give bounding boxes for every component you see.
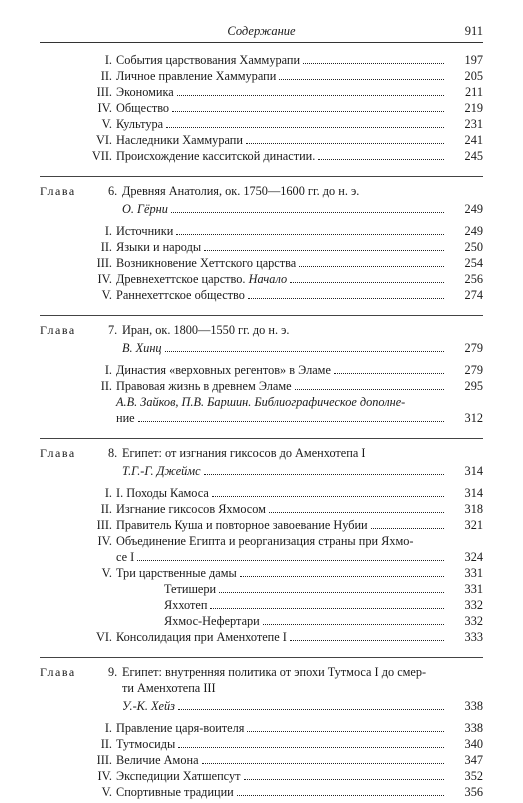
toc-entry[interactable]: IV. Объединение Египта и реорганизация страны при Яхмо- се I 324 xyxy=(97,534,483,564)
chapter-author-entry[interactable] xyxy=(122,461,483,479)
toc-entry[interactable]: I. Правление царя-воителя 338 xyxy=(104,721,483,735)
chapter-author-entry[interactable] xyxy=(122,199,483,217)
chapter-number: 8. xyxy=(108,446,118,460)
chapter-page: 249 xyxy=(464,202,483,216)
chapter-heading xyxy=(40,322,483,356)
toc-subentry[interactable]: Яххотеп 332 xyxy=(164,598,483,612)
toc-entry[interactable]: II. Изгнание гиксосов Яхмосом 318 xyxy=(100,502,483,516)
toc-subentry[interactable]: Тетишери 331 xyxy=(164,582,483,596)
table-of-contents xyxy=(40,52,483,800)
chapter-title: Египет: от изгнания гиксосов до Аменхотепа I xyxy=(122,446,366,460)
chapter-6 xyxy=(40,176,483,303)
toc-entry[interactable]: I. События царствования Хаммурапи 197 xyxy=(104,53,483,67)
chapter-5-items xyxy=(40,52,483,164)
chapter-author: В. Хинц xyxy=(122,341,162,355)
toc-entry[interactable]: V. Культура 231 xyxy=(101,117,483,131)
toc-entry[interactable]: VI. Наследники Хаммурапи 241 xyxy=(95,133,483,147)
chapter-label: Глава xyxy=(40,446,76,460)
bibliography-entry[interactable]: А.В. Зайков, П.В. Баршин. Библиографическое дополне- ние 312 xyxy=(116,395,483,425)
chapter-title: Египет: внутренняя политика от эпохи Тутмоса I до смер- xyxy=(122,665,427,679)
toc-entry[interactable]: II. Личное правление Хаммурапи 205 xyxy=(100,69,483,83)
toc-entry[interactable]: III. Величие Амона 347 xyxy=(96,753,483,767)
toc-entry[interactable]: V. Три царственные дамы 331 xyxy=(101,566,483,580)
chapter-author: О. Гёрни xyxy=(122,202,168,216)
chapter-author: У.-К. Хейз xyxy=(122,699,175,713)
chapter-heading xyxy=(40,664,483,714)
chapter-7 xyxy=(40,315,483,426)
header-title: Содержание xyxy=(227,24,296,38)
toc-entry[interactable]: III. Экономика 211 xyxy=(96,85,483,99)
toc-entry[interactable]: II. Правовая жизнь в древнем Эламе 295 xyxy=(100,379,483,393)
chapter-label: Глава xyxy=(40,323,76,337)
toc-entry[interactable]: I. Династия «верховных регентов» в Эламе 279 xyxy=(104,363,483,377)
toc-entry[interactable]: VI. Консолидация при Аменхотепе I 333 xyxy=(95,630,483,644)
chapter-page: 279 xyxy=(464,341,483,355)
running-header xyxy=(40,20,483,43)
toc-entry[interactable]: I. I. Походы Камоса 314 xyxy=(104,486,483,500)
chapter-title-continued: ти Аменхотепа III xyxy=(122,681,216,695)
chapter-title: Древняя Анатолия, ок. 1750—1600 гг. до н. э. xyxy=(122,184,360,198)
chapter-heading xyxy=(40,183,483,217)
toc-entry[interactable]: IV. Общество 219 xyxy=(97,101,483,115)
toc-entry[interactable]: II. Языки и народы 250 xyxy=(100,240,483,254)
chapter-number: 6. xyxy=(108,184,118,198)
toc-entry[interactable]: VII. Происхождение касситской династии. 245 xyxy=(91,149,483,163)
toc-entry[interactable]: II. Тутмосиды 340 xyxy=(100,737,483,751)
chapter-heading xyxy=(40,445,483,479)
chapter-label: Глава xyxy=(40,184,76,198)
chapter-number: 7. xyxy=(108,323,118,337)
chapter-author: Т.Г.-Г. Джеймс xyxy=(122,464,201,478)
toc-entry[interactable]: I. Источники 249 xyxy=(104,224,483,238)
chapter-label: Глава xyxy=(40,665,76,679)
chapter-page: 338 xyxy=(464,699,483,713)
chapter-8 xyxy=(40,438,483,645)
chapter-author-entry[interactable] xyxy=(122,696,483,714)
chapter-author-entry[interactable] xyxy=(122,338,483,356)
toc-subentry[interactable]: Яхмос-Нефертари 332 xyxy=(164,614,483,628)
toc-entry[interactable]: V. Раннехеттское общество 274 xyxy=(101,288,483,302)
chapter-9 xyxy=(40,657,483,800)
toc-entry[interactable]: IV. Экспедиции Хатшепсут 352 xyxy=(97,769,483,783)
toc-entry[interactable]: III. Возникновение Хеттского царства 254 xyxy=(96,256,483,270)
header-page-number: 911 xyxy=(464,24,483,38)
bibliography-line: А.В. Зайков, П.В. Баршин. Библиографическое дополне- xyxy=(116,395,406,409)
chapter-title: Иран, ок. 1800—1550 гг. до н. э. xyxy=(122,323,290,337)
chapter-page: 314 xyxy=(464,464,483,478)
toc-entry[interactable]: V. Спортивные традиции 356 xyxy=(101,785,483,799)
chapter-number: 9. xyxy=(108,665,118,679)
toc-entry[interactable]: IV. Древнехеттское царство. Начало 256 xyxy=(97,272,483,286)
toc-entry[interactable]: III. Правитель Куша и повторное завоевание Нубии 321 xyxy=(96,518,483,532)
